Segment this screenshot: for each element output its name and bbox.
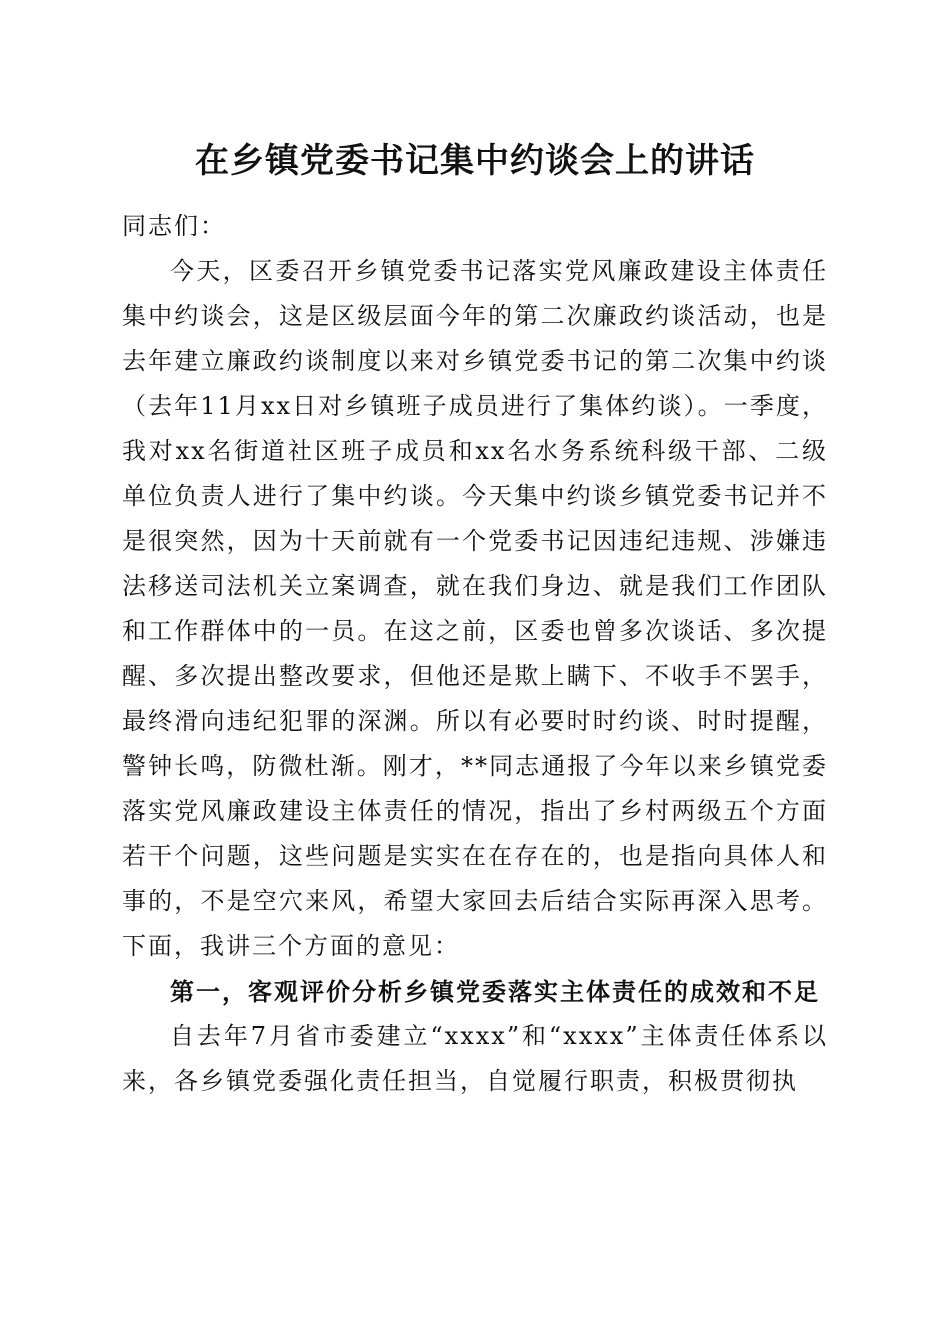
document-title: 在乡镇党委书记集中约谈会上的讲话	[195, 141, 755, 181]
salutation: 同志们：	[122, 212, 226, 240]
body-paragraph: 今天，区委召开乡镇党委书记落实党风廉政建设主体责任集中约谈会，这是区级层面今年的第二次廉政约谈活动，也是去年建立廉政约谈制度以来对乡镇党委书记的第二次集中约谈（去年11月xx日对乡镇班子成员进行了集体约谈）。一季度，我对xx名街道社区班子成员和xx名水务系统科级干部、二级单位负责人进行了集中约谈。今天集中约谈乡镇党委书记并不是很突然，因为十天前就有一个党委书记因违纪违规、涉嫌违法移送司法机关立案调查，就在我们身边、就是我们工作团队和工作群体中的一员。在这之前，区委也曾多次谈话、多次提醒、多次提出整改要求，但他还是欺上瞒下、不收手不罢手，最终滑向违纪犯罪的深渊。所以有必要时时约谈、时时提醒，警钟长鸣，防微杜渐。刚才，**同志通报了今年以来乡镇党委落实党风廉政建设主体责任的情况，指出了乡村两级五个方面若干个问题，这些问题是实实在在存在的，也是指向具体人和事的，不是空穴来风，希望大家回去后结合实际再深入思考。下面，我讲三个方面的意见：	[122, 257, 828, 960]
section-paragraph: 自去年7月省市委建立“xxxx”和“xxxx”主体责任体系以来，各乡镇党委强化责任担当，自觉履行职责，积极贯彻执	[122, 1022, 828, 1095]
section-heading: 第一，客观评价分析乡镇党委落实主体责任的成效和不足	[170, 977, 820, 1006]
document-body	[122, 204, 828, 1104]
